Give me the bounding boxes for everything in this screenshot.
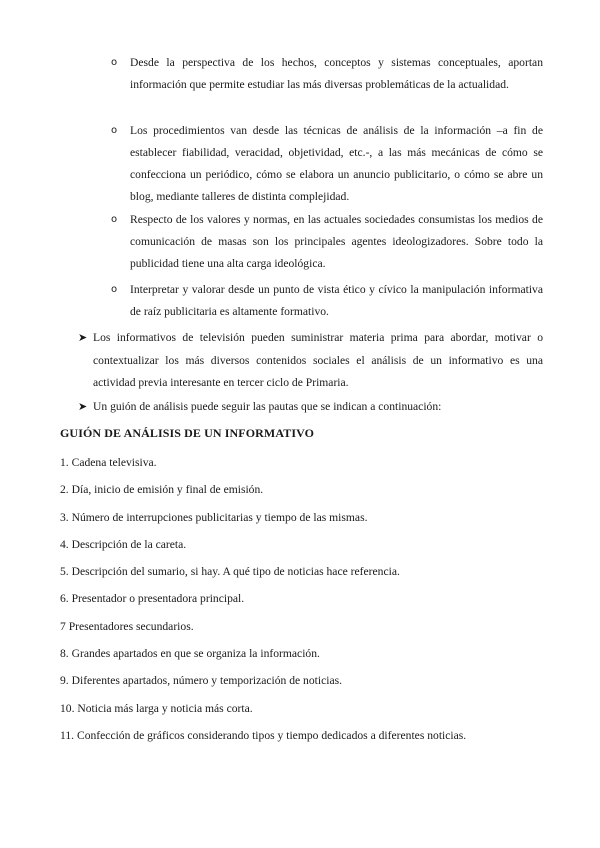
guide-list-item: 10. Noticia más larga y noticia más corta. xyxy=(60,701,253,715)
guide-list-item: 11. Confección de gráficos considerando tipos y tiempo dedicados a diferentes noticias. xyxy=(60,728,467,742)
arrow-bullet-item xyxy=(78,327,543,395)
arrow-bullet-text: Un guión de análisis puede seguir las pautas que se indican a continuación: xyxy=(93,400,442,413)
guide-list-item: 8. Grandes apartados en que se organiza la información. xyxy=(60,647,320,661)
guide-list xyxy=(60,449,466,749)
section-heading: GUIÓN DE ANÁLISIS DE UN INFORMATIVO xyxy=(60,426,315,440)
arrow-bullet-icon: ➤ xyxy=(78,332,88,344)
guide-list-item: 2. Día, inicio de emisión y final de emisión. xyxy=(60,483,264,497)
sub-bullet-item xyxy=(111,279,543,323)
guide-list-item: 6. Presentador o presentadora principal. xyxy=(60,592,245,606)
sub-bullet-text: Desde la perspectiva de los hechos, conceptos y sistemas conceptuales, aportan información que permite estudiar las más diversas problemáticas de la actualidad. xyxy=(130,56,543,91)
guide-list-item: 3. Número de interrupciones publicitarias y tiempo de las mismas. xyxy=(60,510,368,524)
sub-bullet-item xyxy=(111,120,543,208)
arrow-bullet-icon: ➤ xyxy=(78,401,88,413)
sub-bullet-text: Los procedimientos van desde las técnicas de análisis de la información –a fin de establecer fiabilidad, veracidad, objetividad, etc.-, a las más mecánicas de cómo se confecciona un periódico, cómo se elabora un anuncio publicitario, o cómo se abre un blog, mediante talleres de distinta complejidad. xyxy=(130,124,543,203)
circle-bullet-icon: o xyxy=(111,214,118,225)
guide-list-item: 9. Diferentes apartados, número y temporización de noticias. xyxy=(60,674,343,688)
sub-bullet-text: Respecto de los valores y normas, en las actuales sociedades consumistas los medios de comunicación de masas son los principales agentes ideologizadores. Sobre todo la publicidad tiene una alta carga ideológica. xyxy=(130,213,543,270)
guide-list-item: 1. Cadena televisiva. xyxy=(60,456,157,469)
guide-list-item: 7 Presentadores secundarios. xyxy=(60,619,194,633)
circle-bullet-icon: o xyxy=(111,57,118,68)
arrow-bullet-text: Los informativos de televisión pueden suministrar materia prima para abordar, motivar o contextualizar los más diversos contenidos sociales el análisis de un informativo es una actividad previa interesante en tercer ciclo de Primaria. xyxy=(93,331,543,389)
guide-list-item: 5. Descripción del sumario, si hay. A qué tipo de noticias hace referencia. xyxy=(60,565,400,579)
circle-bullet-icon: o xyxy=(111,125,118,136)
sub-bullet-item xyxy=(111,209,543,275)
arrow-bullet-item xyxy=(78,396,543,419)
sub-bullet-text: Interpretar y valorar desde un punto de vista ético y cívico la manipulación informativa de raíz publicitaria es altamente formativo. xyxy=(130,283,543,318)
circle-bullet-icon: o xyxy=(111,284,118,295)
guide-list-item: 4. Descripción de la careta. xyxy=(60,537,187,551)
sub-bullet-item xyxy=(111,52,543,96)
